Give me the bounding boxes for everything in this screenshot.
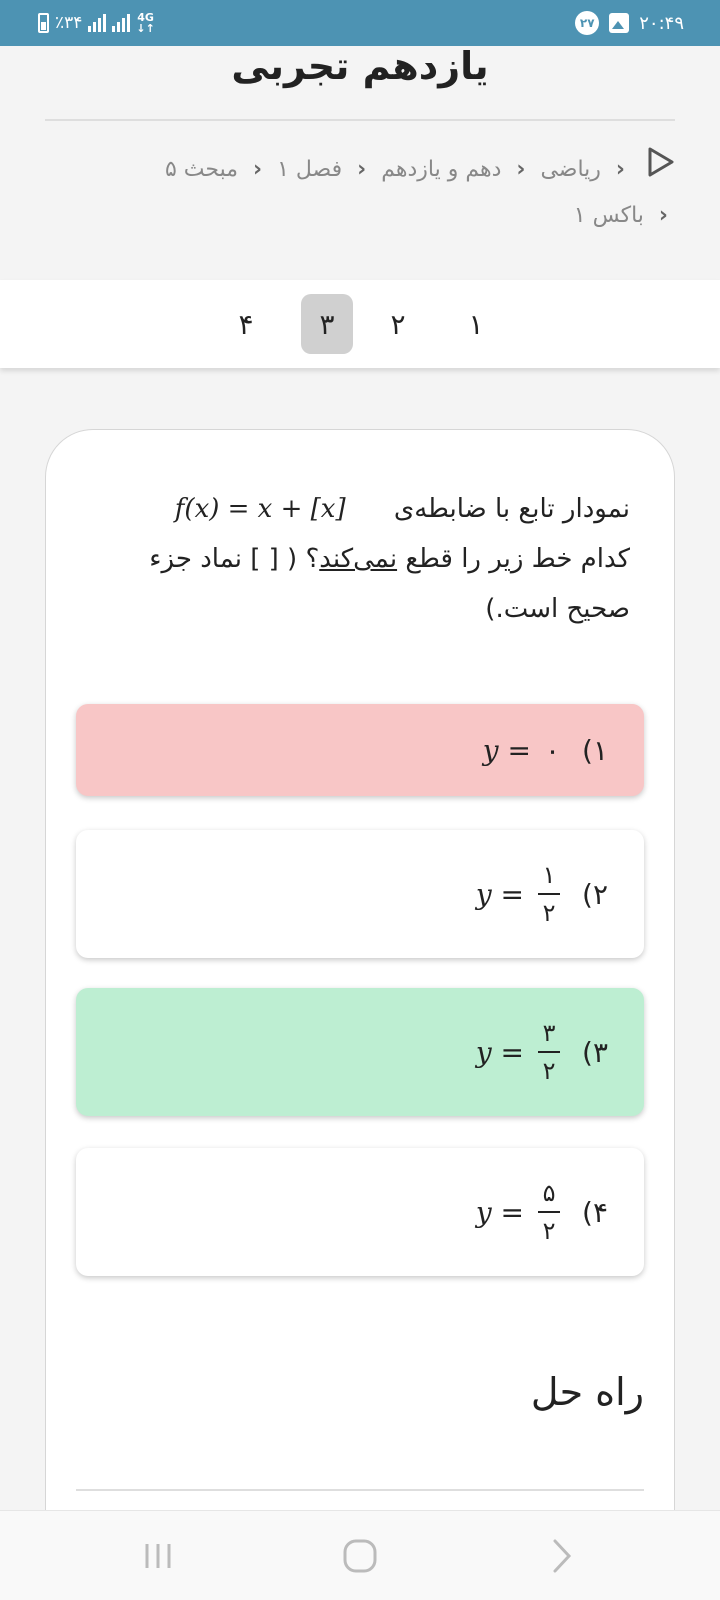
gallery-icon — [609, 13, 629, 33]
page-button-4[interactable]: ۴ — [238, 307, 254, 341]
page-button-2[interactable]: ۲ — [390, 307, 406, 341]
chevron-left-icon: ‹ — [357, 157, 367, 182]
battery-level: ٪۳۴ — [55, 13, 83, 33]
network-type: 4G ↓↑ — [136, 11, 155, 35]
page-button-1[interactable]: ۱ — [468, 307, 484, 341]
option-number: ۳) — [582, 1035, 608, 1069]
play-icon[interactable] — [646, 146, 676, 194]
question-pagination — [0, 280, 720, 368]
home-icon[interactable] — [335, 1531, 385, 1581]
chevron-left-icon: ‹ — [658, 203, 668, 228]
page-title: یازدهم تجربی — [231, 44, 489, 88]
option-number: ۲) — [582, 877, 608, 911]
breadcrumb-item-subject[interactable]: ریاضی — [540, 157, 601, 182]
question-text-before: نمودار تابع با ضابطه‌ی — [393, 494, 630, 524]
option-formula: y = $\frac{۱}{۲}$ — [476, 860, 560, 928]
fraction: $\frac{۱}{۲}$ — [538, 860, 560, 928]
solution-title: راه حل — [530, 1370, 644, 1414]
question-card — [45, 429, 675, 1600]
option-1[interactable] — [76, 704, 644, 796]
header-section — [0, 46, 720, 280]
breadcrumb-item-box[interactable]: باکس ۱ — [573, 203, 644, 228]
fraction: $\frac{۳}{۲}$ — [538, 1018, 560, 1086]
question-text — [96, 484, 630, 634]
chevron-left-icon: ‹ — [516, 157, 526, 182]
option-3[interactable] — [76, 988, 644, 1116]
question-text-underlined: نمی‌کند — [319, 544, 398, 574]
chevron-left-icon: ‹ — [253, 157, 263, 182]
title-divider — [45, 119, 675, 121]
question-text-after: ؟ ( [ ] نماد جزء صحیح است.) — [149, 544, 630, 624]
notification-badge: ۲۷ — [575, 11, 599, 35]
option-2[interactable] — [76, 830, 644, 958]
chevron-left-icon: ‹ — [615, 157, 625, 182]
breadcrumb-item-grade[interactable]: دهم و یازدهم — [381, 157, 502, 182]
recent-apps-icon[interactable] — [133, 1531, 183, 1581]
option-formula: y = $\frac{۵}{۲}$ — [476, 1178, 560, 1246]
battery-icon — [38, 13, 49, 33]
option-number: ۴) — [582, 1195, 608, 1229]
clock: ۲۰:۴۹ — [639, 12, 684, 34]
page-button-3[interactable]: ۳ — [301, 294, 353, 354]
back-icon[interactable] — [537, 1531, 587, 1581]
fraction: $\frac{۵}{۲}$ — [538, 1178, 560, 1246]
system-nav-bar — [0, 1510, 720, 1600]
question-text-mid: کدام خط زیر را قطع — [405, 544, 630, 574]
option-formula: y = ۰ — [482, 733, 561, 767]
status-right — [575, 11, 684, 35]
signal-icon — [88, 14, 106, 32]
option-4[interactable] — [76, 1148, 644, 1276]
breadcrumb-item-topic[interactable]: مبحث ۵ — [164, 157, 238, 182]
breadcrumb — [60, 146, 676, 238]
option-formula: y = $\frac{۳}{۲}$ — [476, 1018, 560, 1086]
solution-divider — [76, 1489, 644, 1491]
breadcrumb-item-chapter[interactable]: فصل ۱ — [277, 157, 343, 182]
signal-icon-2 — [112, 14, 130, 32]
question-formula: f(x) = x + [x] — [174, 494, 346, 524]
option-number: ۱) — [582, 733, 608, 767]
status-left — [38, 12, 155, 34]
